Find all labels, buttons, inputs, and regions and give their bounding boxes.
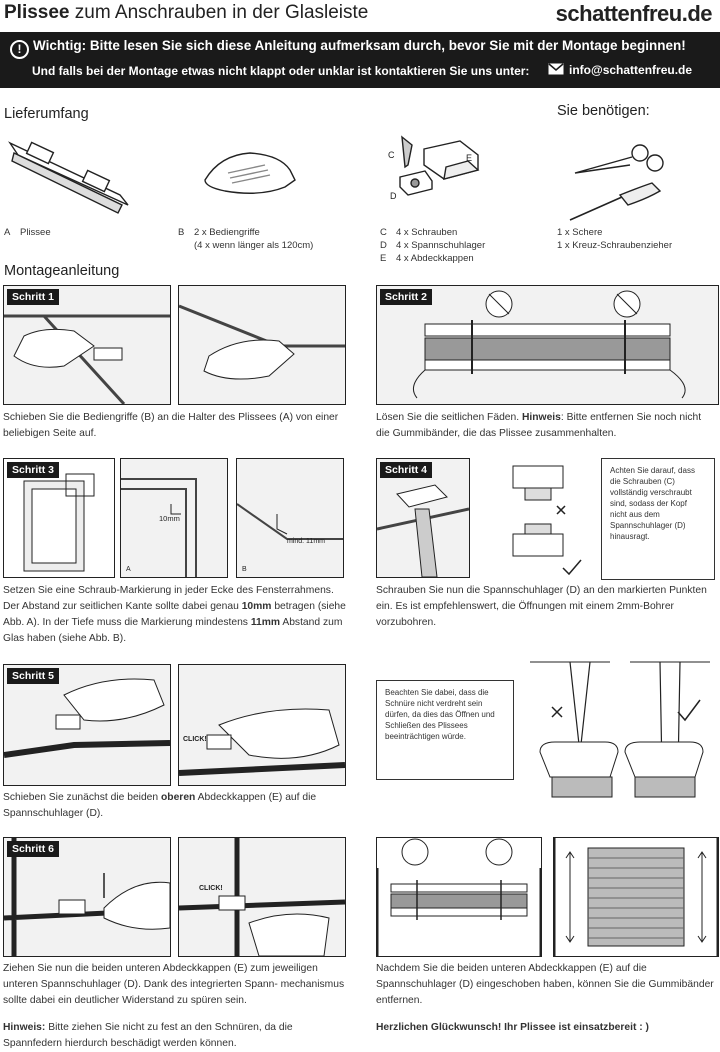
step5-label: Schritt 5 <box>7 668 59 684</box>
part-label-e: E <box>466 153 473 163</box>
fig-a-label: A <box>126 566 131 573</box>
step5-panel-b <box>178 664 346 786</box>
click-label: CLICK! <box>183 736 207 743</box>
final-panel-a <box>376 837 542 957</box>
step1-panel-b <box>178 285 346 405</box>
scope-heading: Lieferumfang <box>4 106 89 122</box>
step6-caption: Ziehen Sie nun die beiden unteren Abdeckkappen (E) zum jeweiligen unteren Spannschuhlager (D). Dank des integrierten Spann- mechanismus sollte dabei ein deutlicher Widerstand zu spüren sein. <box>3 963 345 1006</box>
warning-icon: ! <box>10 40 29 59</box>
step2-label: Schritt 2 <box>380 289 432 305</box>
contact-email[interactable]: info@schattenfreu.de <box>548 63 692 77</box>
mail-icon <box>548 63 564 75</box>
scissors-icon <box>486 839 512 865</box>
final-panel-b <box>553 837 719 957</box>
step5-caption: Schieben Sie zunächst die beiden oberen Abdeckkappen (E) auf die Spannschuhlager (D). <box>3 792 317 819</box>
scope-item-b: B 2 x Bediengriffe <box>178 227 260 238</box>
handle-illustration <box>205 153 295 193</box>
part-label-c: C <box>388 150 395 160</box>
final-caption: Nachdem Sie die beiden unteren Abdeckkappen (E) auf die Spannschuhlager (D) eingeschoben haben, können Sie die Gummibänder entfernen. <box>376 963 714 1006</box>
step4-panel <box>376 458 470 578</box>
scope-item-c: C 4 x Schrauben <box>380 227 458 238</box>
contact-text: Und falls bei der Montage etwas nicht klappt oder unklar ist kontaktieren Sie uns unter: <box>32 64 530 78</box>
step3-panel-window <box>3 458 115 578</box>
tool-scissors: 1 x Schere <box>557 227 603 238</box>
step1-panel-a <box>3 285 171 405</box>
step3-panel-a <box>120 458 228 578</box>
dim-10mm: 10mm <box>159 514 180 523</box>
step4-caption: Schrauben Sie nun die Spannschuhlager (D) an den markierten Punkten ein. Es ist empfehlenswert, die Öffnungen mit einem 2mm-Bohrer vorzubohren. <box>376 585 707 628</box>
check-icon <box>563 560 581 574</box>
instructions-heading: Montageanleitung <box>4 263 120 279</box>
scope-item-e: E 4 x Abdeckkappen <box>380 253 474 264</box>
step5-panel-a <box>3 664 171 786</box>
part-label-d: D <box>390 191 397 201</box>
step4-label: Schritt 4 <box>380 462 432 478</box>
cross-icon <box>557 506 565 514</box>
step4-detail <box>485 458 605 583</box>
step5-note: Beachten Sie dabei, dass die Schnüre nicht verdreht sein dürfen, da dies das Öffnen und Schließen des Plissees beeinträchtigen würde. <box>376 680 514 780</box>
scope-item-d: D 4 x Spannschuhlager <box>380 240 486 251</box>
step5-cords-detail <box>530 652 710 802</box>
dim-11mm: mind. 11mm <box>287 538 325 545</box>
scissors-icon <box>402 839 428 865</box>
tool-screwdriver: 1 x Kreuz-Schraubenzieher <box>557 240 673 251</box>
parts-illustration <box>400 137 478 195</box>
step4-note: Achten Sie darauf, dass die Schrauben (C) vollständig verschraubt sind, sodass der Kopf nicht aus dem Spannschuhlager (D) hinausragt. <box>601 458 715 580</box>
step6-panel-a <box>3 837 171 957</box>
click-label: CLICK! <box>199 885 223 892</box>
check-icon <box>678 700 700 720</box>
needed-heading: Sie benötigen: <box>557 103 650 119</box>
step1-label: Schritt 1 <box>7 289 59 305</box>
step3-panel-b <box>236 458 344 578</box>
step1-caption: Schieben Sie die Bediengriffe (B) an die Halter des Plissees (A) von einer beliebigen Seite auf. <box>3 412 339 439</box>
tools-illustration <box>570 145 663 220</box>
fig-b-label: B <box>242 566 247 573</box>
step6-hint: Hinweis: Bitte ziehen Sie nicht zu fest an den Schnüren, da die Spannfedern hierdurch beschädigt werden können. <box>3 1022 293 1049</box>
scope-item-b-note: (4 x wenn länger als 120cm) <box>194 240 314 251</box>
brand-logo: schattenfreu.de <box>555 1 712 26</box>
step6-label: Schritt 6 <box>7 841 59 857</box>
step2-panel <box>376 285 719 405</box>
step6-panel-b <box>178 837 346 957</box>
page-title: Plissee zum Anschrauben in der Glasleiste <box>4 2 369 23</box>
congrats-text: Herzlichen Glückwunsch! Ihr Plissee ist einsatzbereit : ) <box>376 1022 649 1033</box>
no-scissors-icon <box>486 291 512 317</box>
step3-label: Schritt 3 <box>7 462 59 478</box>
scope-item-a: A Plissee <box>4 227 51 238</box>
important-banner: ! Wichtig: Bitte lesen Sie sich diese Anleitung aufmerksam durch, bevor Sie mit der Montage beginnen! Und falls bei der Montage etwas nicht klappt oder unklar ist kontaktieren Sie uns unter: info@schattenfreu.de <box>0 32 720 88</box>
cross-icon <box>552 707 562 717</box>
step3-caption: Setzen Sie eine Schraub-Markierung in jeder Ecke des Fensterrahmens. Der Abstand zur seitlichen Kante sollte dabei genau 10mm betragen (siehe Abb. A). In der Tiefe muss die Markierung mindestens 11mm Abstand zum Glas haben (siehe Abb. B). <box>3 585 346 644</box>
no-scissors-icon <box>614 291 640 317</box>
step2-caption: Lösen Sie die seitlichen Fäden. Hinweis: Bitte entfernen Sie noch nicht die Gummibänder, die das Plissee zusammenhalten. <box>376 412 702 439</box>
